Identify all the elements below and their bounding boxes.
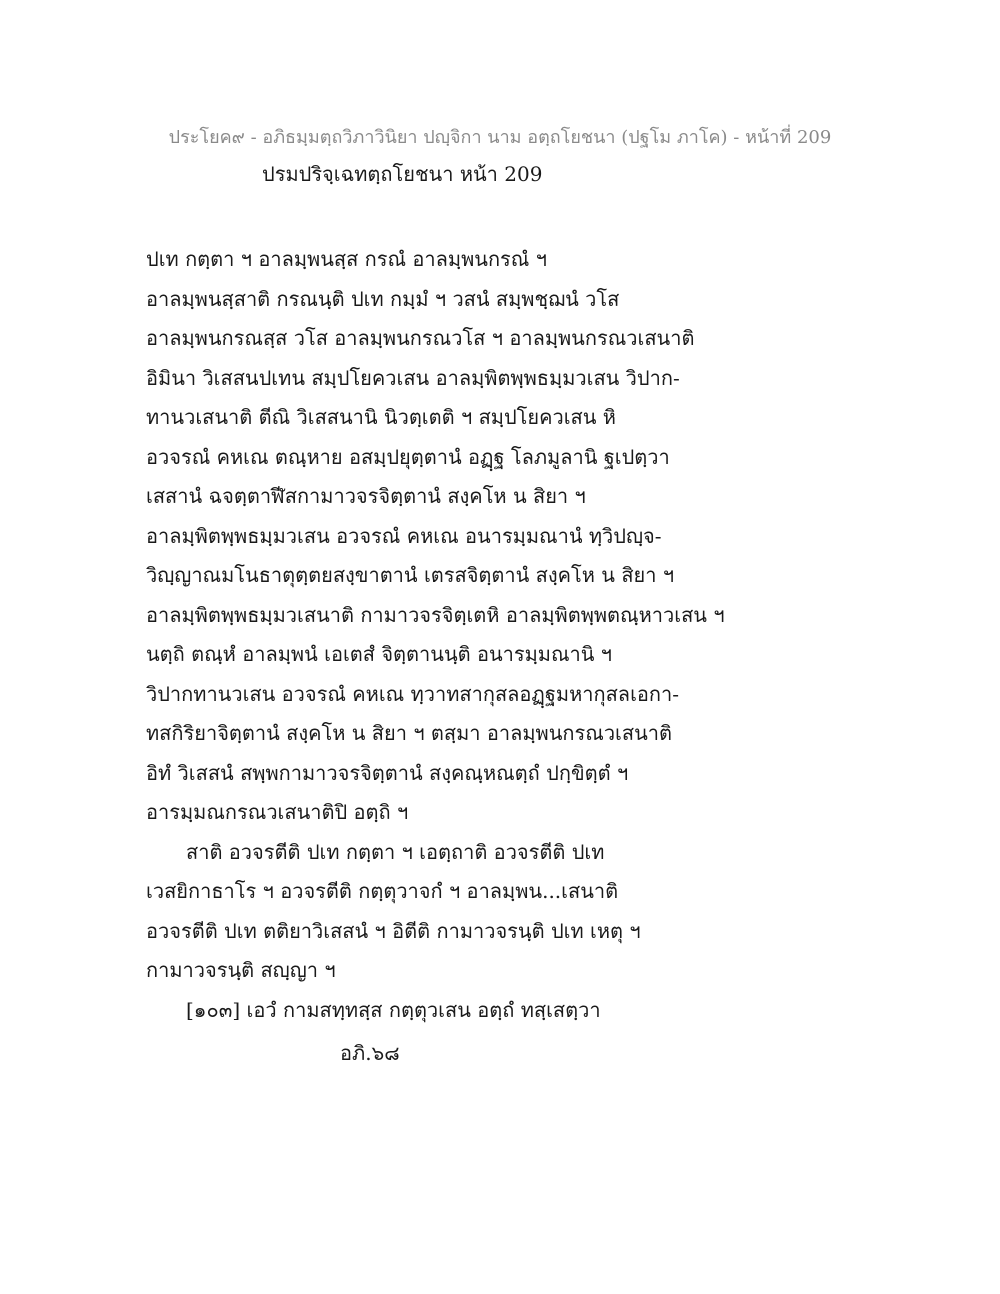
text-line: อารมฺมณกรณวเสนาติปิ อตฺถิ ฯ — [146, 800, 409, 824]
text-line: วิปากทานวเสน อวจรณํ คหเณ ทฺวาทสากุสลอฏฺฐมหากุสลเอกา- — [146, 681, 680, 706]
text-line: เวสยิกาธาโร ฯ อวจรตีติ กตฺตุวาจกํ ฯ อาลมฺพน...เสนาติ — [146, 879, 619, 903]
text-line: วิญฺญาณมโนธาตุตฺตยสงฺขาตานํ เตรสจิตฺตานํ สงฺคโห น สิยา ฯ — [146, 563, 675, 587]
text-line: ปเท กตฺตา ฯ อาลมฺพนสฺส กรณํ อาลมฺพนกรณํ ฯ — [146, 247, 547, 271]
chapter-title: ปรมปริจฺเฉทตฺถโยชนา หน้า 209 — [262, 162, 543, 186]
text-line: อาลมฺพิตพฺพธมฺมวเสน อวจรณํ คหเณ อนารมฺมณานํ ทฺวิปญฺจ- — [146, 523, 662, 548]
text-line: อวจรตีติ ปเท ตติยาวิเสสนํ ฯ อิตีติ กามาวจรนฺติ ปเท เหตุ ฯ — [146, 918, 641, 943]
text-line: อิทํ วิเสสนํ สพฺพกามาวจรจิตฺตานํ สงฺคณฺหณตฺถํ ปกฺขิตฺตํ ฯ — [146, 760, 629, 785]
paragraph-start-line: สาติ อวจรตีติ ปเท กตฺตา ฯ เอตฺถาติ อวจรตีติ ปเท — [186, 839, 605, 864]
text-line: นตฺถิ ตณฺหํ อาลมฺพนํ เอเตสํ จิตฺตานนฺติ อนารมฺมณานิ ฯ — [146, 642, 613, 666]
text-line: อาลมฺพนกรณสฺส วโส อาลมฺพนกรณวโส ฯ อาลมฺพนกรณวเสนาติ — [146, 326, 695, 350]
text-line: อาลมฺพนสฺสาติ กรณนฺติ ปเท กมฺมํ ฯ วสนํ สมฺพชฺฌนํ วโส — [146, 286, 620, 311]
text-line: ทานวเสนาติ ตีณิ วิเสสนานิ นิวตฺเตติ ฯ สมฺปโยควเสน หิ — [146, 405, 616, 429]
text-line: อิมินา วิเสสนปเทน สมฺปโยควเสน อาลมฺพิตพฺพธมฺมวเสน วิปาก- — [146, 365, 680, 390]
page-reference: อภิ.๖๘ — [340, 1041, 400, 1065]
text-line: กามาวจรนฺติ สญฺญา ฯ — [146, 958, 336, 982]
text-line: อาลมฺพิตพฺพธมฺมวเสนาติ กามาวจรจิตฺเตหิ อาลมฺพิตพฺพตณฺหาวเสน ฯ — [146, 602, 725, 627]
running-header: ประโยค๙ - อภิธมฺมตฺถวิภาวินิยา ปญฺจิกา นาม อตฺถโยชนา (ปฐโม ภาโค) - หน้าที่ 209 — [168, 127, 832, 148]
text-line: ทสกิริยาจิตฺตานํ สงฺคโห น สิยา ฯ ตสฺมา อาลมฺพนกรณวเสนาติ — [146, 721, 672, 745]
text-line: อวจรณํ คหเณ ตณฺหาย อสมฺปยุตฺตานํ อฏฺฐ โลภมูลานิ ฐเปตฺวา — [146, 444, 670, 469]
body-text — [146, 240, 866, 1030]
text-line: เสสานํ ฉจตฺตาฬีสกามาวจรจิตฺตานํ สงฺคโห น สิยา ฯ — [146, 484, 586, 508]
paragraph-start-line: [๑๐๓] เอวํ กามสทฺทสฺส กตฺตุวเสน อตฺถํ ทสฺเสตฺวา — [186, 997, 601, 1022]
